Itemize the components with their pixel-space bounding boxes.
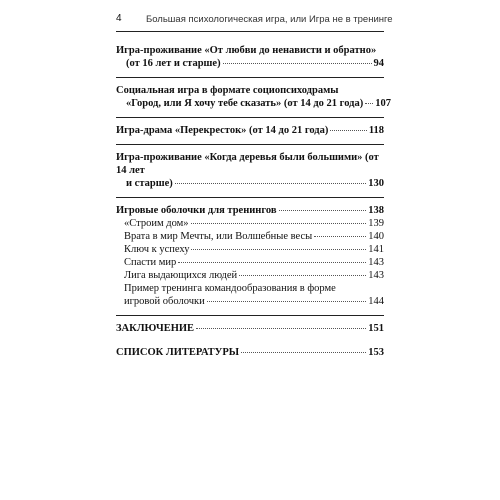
toc-subentry: [124, 256, 384, 269]
toc-entry-title: Игра-драма «Перекресток» (от 14 до 21 года): [116, 125, 329, 136]
dot-leader: [330, 130, 367, 131]
toc-subentry-title: Ключ к успеху: [124, 244, 190, 255]
toc-subentry-title: «Строим дом»: [124, 218, 189, 229]
toc-entry: [116, 346, 384, 359]
toc-entry-title: Игровые оболочки для тренингов: [116, 205, 277, 216]
toc-subentry-title-cont: игровой оболочки: [124, 296, 205, 307]
dot-leader: [207, 301, 367, 302]
toc-entry: [116, 44, 384, 70]
toc-entry: [116, 124, 384, 137]
toc-subentry: [124, 282, 384, 308]
toc-entry-title: Игра-проживание «От любви до ненависти и обратно»: [116, 45, 377, 56]
toc-subentry-page: 141: [368, 244, 384, 255]
dot-leader: [178, 262, 366, 263]
toc-entry-title-cont: «Город, или Я хочу тебе сказать» (от 14 до 21 года): [126, 98, 364, 109]
dot-leader: [175, 183, 367, 184]
page-header: [116, 13, 393, 32]
toc-subentry-page: 139: [368, 218, 384, 229]
toc-entry-title: ЗАКЛЮЧЕНИЕ: [116, 323, 195, 334]
toc-entry: [116, 84, 391, 110]
toc-entry-page: 138: [368, 205, 384, 216]
page-number: 4: [116, 13, 122, 24]
toc-subentry-page: 144: [368, 296, 384, 307]
toc-subentry: [124, 243, 384, 256]
dot-leader: [241, 352, 366, 353]
toc-entry-page: 107: [375, 98, 391, 109]
toc-subentry-title: Пример тренинга командообразования в форме: [124, 283, 336, 294]
toc-entry: [116, 322, 384, 335]
table-of-contents: [116, 44, 391, 366]
toc-subentry-title: Лига выдающихся людей: [124, 270, 238, 281]
toc-subentry: [124, 230, 384, 243]
toc-subentry-title: Врата в мир Мечты, или Волшебные весы: [124, 231, 313, 242]
running-title: Большая психологическая игра, или Игра не в тренинге: [146, 14, 393, 25]
toc-entry-page: 118: [368, 125, 384, 136]
dot-leader: [196, 328, 366, 329]
toc-entry-page: 94: [373, 58, 384, 69]
toc-subentry: [124, 269, 384, 282]
toc-subentry-page: 140: [368, 231, 384, 242]
divider: [116, 77, 384, 78]
dot-leader: [279, 210, 367, 211]
toc-subentry: [124, 217, 384, 230]
toc-entry-title: Социальная игра в формате социопсиходрамы: [116, 85, 339, 96]
toc-entry-title: СПИСОК ЛИТЕРАТУРЫ: [116, 347, 240, 358]
toc-entry: [116, 204, 384, 217]
dot-leader: [239, 275, 366, 276]
toc-entry-title-cont: (от 16 лет и старше): [126, 58, 221, 69]
dot-leader: [223, 63, 372, 64]
toc-entry-page: 151: [368, 323, 384, 334]
divider: [116, 315, 384, 316]
dot-leader: [365, 103, 373, 104]
dot-leader: [191, 223, 367, 224]
toc-entry-page: 153: [368, 347, 384, 358]
toc-entry-page: 130: [368, 178, 384, 189]
toc-entry: [116, 151, 384, 190]
divider: [116, 117, 384, 118]
toc-entry-title: Игра-проживание «Когда деревья были большими» (от 14 лет: [116, 152, 379, 176]
divider: [116, 144, 384, 145]
toc-subentry-page: 143: [368, 257, 384, 268]
dot-leader: [314, 236, 366, 237]
toc-subsection: [124, 217, 384, 308]
toc-subentry-title: Спасти мир: [124, 257, 177, 268]
divider: [116, 197, 384, 198]
toc-subentry-page: 143: [368, 270, 384, 281]
toc-entry-title-cont: и старше): [126, 178, 173, 189]
dot-leader: [191, 249, 366, 250]
